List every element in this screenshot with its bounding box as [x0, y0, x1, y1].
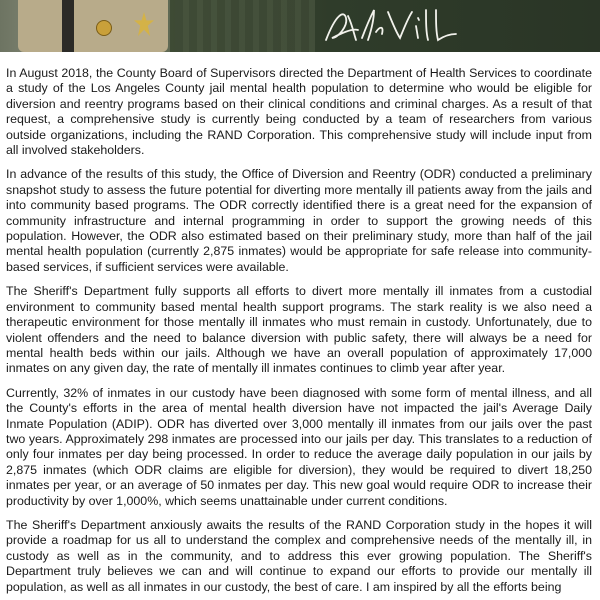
paragraph-2: In advance of the results of this study, the Office of Diversion and Reentry (ODR) conducted a preliminary snapshot study to assess the future potential for diverting more mentally ill patients away from the jails and into community based programs. The ODR correctly identified there is a great need for the expansion of community infrastructure and internal programming in order to support the growing needs of this population. However, the ODR also estimated based on their preliminary study, more than half of the jail mental health population (currently 2,875 inmates) would be appropriate for safe release into community-based services, if sufficient services were available. — [6, 167, 592, 274]
paragraph-1: In August 2018, the County Board of Supervisors directed the Department of Health Services to coordinate a study of the Los Angeles County jail mental health population to determine who would be eligible for diversion and reentry programs based on their clinical conditions and criminal charges. As a result of that request, a comprehensive study is currently being conducted by a team of researchers from various outside organizations, including the RAND Corporation. This comprehensive study will include input from all involved stakeholders. — [6, 66, 592, 158]
paragraph-5: The Sheriff's Department anxiously awaits the results of the RAND Corporation study in the hopes it will provide a roadmap for us all to understand the complex and comprehensive needs of the mentally ill, in custody as well as in the community, and to address this ever growing population. The Sheriff's Department truly believes we can and will continue to expand our efforts to provide our mentally ill population, as well as all inmates in our custody, the best of care. I am inspired by all the efforts being — [6, 517, 592, 594]
uniform-pin-icon — [96, 20, 112, 36]
paragraph-4: Currently, 32% of inmates in our custody have been diagnosed with some form of mental illness, and all the County's efforts in the area of mental health diversion have not impacted the jail's Average Daily Inmate Population (ADIP). ODR has diverted over 3,000 mentally ill inmates from our jails over the past two years. Approximately 298 inmates are processed into our jails per day. This translates to a reduction of only four inmates per day being processed. In order to reduce the average daily population in our jails by 2,875 inmates (which ODR claims are eligible for diversion), they would be required to divert 18,250 inmates per year, or an average of 50 inmates per day. This new goal would require ODR to increase their productivity by over 1,000%, which seems unattainable under current conditions. — [6, 385, 592, 508]
tie — [62, 0, 74, 52]
handwritten-signature — [318, 4, 458, 48]
sheriff-photo — [0, 0, 170, 52]
letter-body — [6, 66, 592, 600]
paragraph-3: The Sheriff's Department fully supports all efforts to divert more mentally ill inmates from a custodial environment to community based mental health support programs. The stark reality is we also need a therapeutic environment for those mentally ill inmates who must remain in custody. Unfortunately, due to violent offenders and the need to balance diversion with public safety, there will always be a need for mental health beds within our jails. Although we have an overall population of approximately 17,000 inmates on any given day, the rate of mentally ill inmates continues to climb year after year. — [6, 284, 592, 376]
building-background — [175, 0, 315, 52]
header-banner — [0, 0, 600, 52]
